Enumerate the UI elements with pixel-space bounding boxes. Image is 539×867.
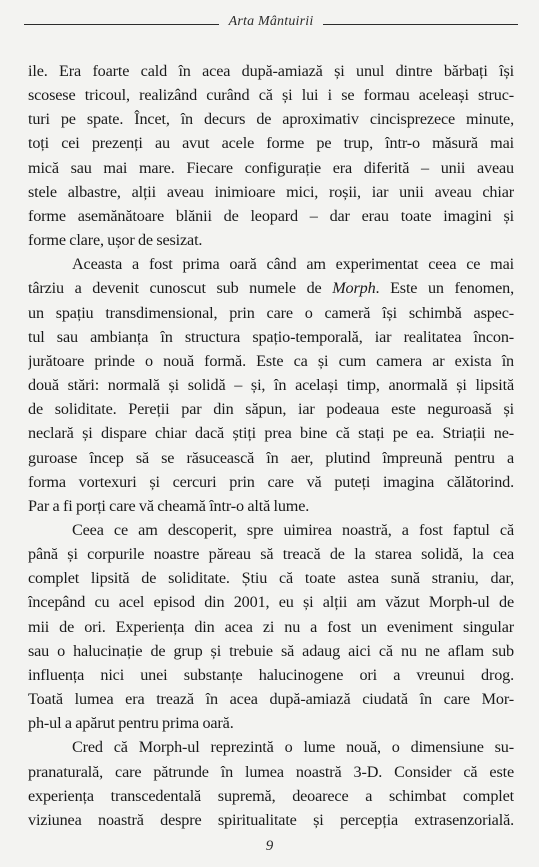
- term-morph: Morph: [332, 279, 376, 298]
- text-line: două stări: normală și solidă – și, în același timp, anormală și lipsită: [28, 376, 514, 395]
- text-line: Toată lumea era trează în acea după-amiază ciudată în care Mor-: [28, 690, 514, 709]
- text-line: sau o halucinație de grup și trebuie să adaug aici că nu ne aflam sub: [28, 641, 514, 660]
- text-line: Aceasta a fost prima oară când am experimentat ceea ce mai: [72, 255, 514, 274]
- paragraph-2: [28, 252, 514, 518]
- header-rule-right: [323, 24, 518, 25]
- text-line: [28, 276, 514, 300]
- running-title: Arta Mântuirii: [228, 14, 314, 29]
- text-line: ile. Era foarte cald în acea după-amiază și unul dintre bărbați își: [28, 62, 514, 80]
- text-line: Par a fi porți care vă cheamă într-o altă lume.: [28, 496, 310, 515]
- text-line: neclară și dispare chiar dacă știți prea bine că stați pe ea. Striații ne-: [28, 424, 514, 443]
- text-line: Cred că Morph-ul reprezintă o lume nouă, o dimensiune su-: [72, 738, 514, 757]
- text-line: începând cu acel episod din 2001, eu și alții am văzut Morph-ul de: [28, 593, 514, 612]
- text-line: ph-ul a apărut pentru prima oară.: [28, 714, 234, 733]
- text-line: până și corpurile noastre păreau să treacă de la starea solidă, la cea: [28, 545, 514, 564]
- text-line: forma vortexuri și cercuri prin care vă puteți imagina călătorind.: [28, 472, 514, 491]
- text-line: mică sau mai mare. Fiecare configurație era diferită – unii aveau: [28, 158, 514, 177]
- text-line: jurătoare prinde o nouă formă. Este ca și cum camera ar exista în: [28, 351, 514, 370]
- text-fragment: . Este un fenomen,: [375, 279, 514, 298]
- body-text: [28, 59, 514, 832]
- text-line: guroase încep să se răsucească în aer, plutind împreună pentru a: [28, 448, 514, 467]
- text-line: scosese tricoul, realizând curând că și lui i se formau aceleași struc-: [28, 86, 514, 105]
- text-line: complet lipsită de soliditate. Știu că toate astea sună straniu, dar,: [28, 569, 514, 588]
- running-header: [24, 14, 518, 30]
- paragraph-3: [28, 518, 514, 735]
- text-fragment: târziu a devenit cunoscut sub numele de: [28, 279, 333, 298]
- paragraph-4: [28, 735, 514, 832]
- text-line: toți cei prezenți au avut acele forme pe trup, într-o măsură mai: [28, 134, 514, 153]
- text-line: pranaturală, care pătrunde în lumea noastră 3-D. Consider că este: [28, 762, 514, 781]
- paragraph-1: [28, 59, 514, 252]
- text-line: experiența transcedentală supremă, deoarece a schimbat complet: [28, 786, 514, 805]
- text-line: stele albastre, alții aveau inimioare mici, roșii, iar unii aveau chiar: [28, 182, 514, 201]
- text-line: tul sau ambianța în structura spațio-temporală, iar realitatea încon-: [28, 327, 514, 346]
- text-line: un spațiu transdimensional, prin care o cameră își schimbă aspec-: [28, 303, 514, 322]
- text-line: influența nici unei substanțe halucinogene ori a vreunui drog.: [28, 665, 514, 684]
- text-line: Ceea ce am descoperit, spre uimirea noastră, a fost faptul că: [72, 520, 514, 539]
- text-line: turi pe spate. Încet, în decurs de aproximativ cincisprezece minute,: [28, 110, 514, 129]
- text-line: viziunea noastră despre spiritualitate și percepția extrasenzorială.: [28, 810, 514, 829]
- text-line: forme asemănătoare blănii de leopard – dar erau toate imagini și: [28, 206, 514, 225]
- page-number: 9: [265, 838, 274, 854]
- text-line: forme clare, ușor de sesizat.: [28, 231, 203, 250]
- header-rule-left: [24, 24, 219, 25]
- text-line: mii de ori. Experiența din acea zi nu a fost un eveniment singular: [28, 617, 514, 636]
- text-line: de soliditate. Pereții par din săpun, iar podeaua este neguroasă și: [28, 400, 514, 419]
